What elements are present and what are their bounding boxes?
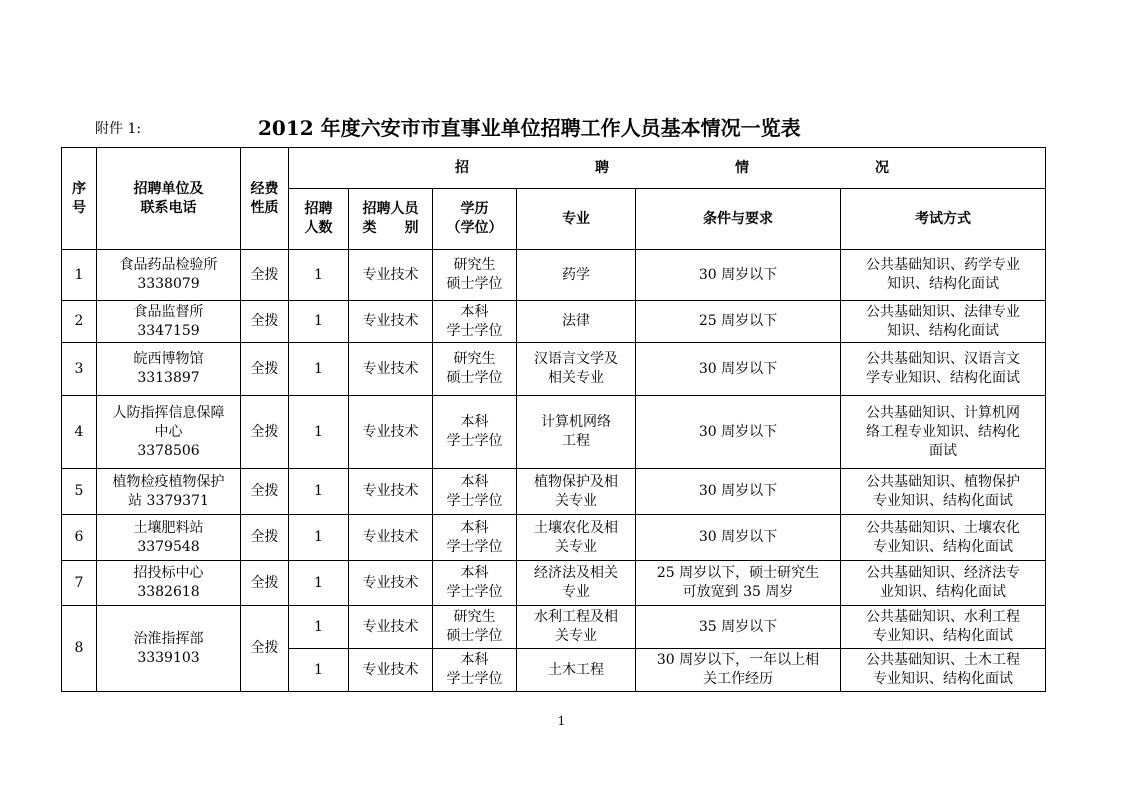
cell-education: 研究生 硕士学位 [433,606,517,649]
cell-exam: 公共基础知识、水利工程 专业知识、结构化面试 [841,606,1046,649]
cell-education: 本科 学士学位 [433,469,517,515]
cell-requirements: 35 周岁以下 [636,606,841,649]
cell-seq: 8 [62,606,97,692]
cell-category: 专业技术 [349,515,433,561]
cell-count: 1 [289,396,349,469]
table-row [62,250,1046,301]
header-funding: 经费 性质 [241,148,289,250]
cell-exam: 公共基础知识、土木工程 专业知识、结构化面试 [841,649,1046,692]
cell-count: 1 [289,649,349,692]
table-row [62,515,1046,561]
cell-seq: 4 [62,396,97,469]
cell-funding: 全拨 [241,561,289,606]
cell-requirements: 25 周岁以下 [636,301,841,343]
cell-category: 专业技术 [349,561,433,606]
header-education: 学历 （学位） [433,189,517,250]
cell-exam: 公共基础知识、药学专业 知识、结构化面试 [841,250,1046,301]
header-seq: 序 号 [62,148,97,250]
cell-education: 本科 学士学位 [433,561,517,606]
cell-exam: 公共基础知识、植物保护 专业知识、结构化面试 [841,469,1046,515]
cell-funding: 全拨 [241,469,289,515]
cell-exam: 公共基础知识、经济法专 业知识、结构化面试 [841,561,1046,606]
cell-major: 法律 [517,301,636,343]
cell-exam: 公共基础知识、土壤农化 专业知识、结构化面试 [841,515,1046,561]
cell-category: 专业技术 [349,649,433,692]
cell-seq: 1 [62,250,97,301]
cell-requirements: 30 周岁以下 [636,343,841,396]
cell-count: 1 [289,469,349,515]
cell-seq: 3 [62,343,97,396]
cell-unit: 招投标中心 3382618 [97,561,241,606]
cell-exam: 公共基础知识、法律专业 知识、结构化面试 [841,301,1046,343]
cell-unit: 人防指挥信息保障 中心 3378506 [97,396,241,469]
recruitment-table [61,147,1046,692]
header-exam: 考试方式 [841,189,1046,250]
cell-major: 土木工程 [517,649,636,692]
cell-major: 植物保护及相 关专业 [517,469,636,515]
cell-exam: 公共基础知识、汉语言文 学专业知识、结构化面试 [841,343,1046,396]
cell-count: 1 [289,606,349,649]
cell-funding: 全拨 [241,250,289,301]
cell-unit: 皖西博物馆 3313897 [97,343,241,396]
cell-category: 专业技术 [349,343,433,396]
cell-seq: 6 [62,515,97,561]
cell-category: 专业技术 [349,606,433,649]
cell-funding: 全拨 [241,515,289,561]
cell-requirements: 25 周岁以下，硕士研究生 可放宽到 35 周岁 [636,561,841,606]
cell-unit: 治淮指挥部 3339103 [97,606,241,692]
cell-seq: 5 [62,469,97,515]
header-recruit-group: 招 聘 情 况 [289,148,1046,189]
cell-major: 经济法及相关 专业 [517,561,636,606]
cell-unit: 食品药品检验所 3338079 [97,250,241,301]
cell-count: 1 [289,561,349,606]
cell-education: 本科 学士学位 [433,515,517,561]
cell-seq: 7 [62,561,97,606]
cell-count: 1 [289,343,349,396]
cell-category: 专业技术 [349,301,433,343]
table-row [62,606,1046,649]
table-row [62,561,1046,606]
cell-unit: 食品监督所 3347159 [97,301,241,343]
cell-funding: 全拨 [241,396,289,469]
cell-education: 研究生 硕士学位 [433,343,517,396]
header-requirements: 条件与要求 [636,189,841,250]
cell-seq: 2 [62,301,97,343]
cell-unit: 土壤肥料站 3379548 [97,515,241,561]
cell-funding: 全拨 [241,343,289,396]
cell-funding: 全拨 [241,301,289,343]
page-number: 1 [557,714,566,728]
cell-major: 水利工程及相 关专业 [517,606,636,649]
cell-count: 1 [289,250,349,301]
cell-unit: 植物检疫植物保护 站 3379371 [97,469,241,515]
table-row [62,301,1046,343]
cell-education: 本科 学士学位 [433,649,517,692]
cell-major: 土壤农化及相 关专业 [517,515,636,561]
cell-major: 药学 [517,250,636,301]
header-unit: 招聘单位及 联系电话 [97,148,241,250]
cell-education: 本科 学士学位 [433,301,517,343]
header-category: 招聘人员 类 别 [349,189,433,250]
cell-category: 专业技术 [349,469,433,515]
cell-major: 汉语言文学及 相关专业 [517,343,636,396]
cell-major: 计算机网络 工程 [517,396,636,469]
cell-education: 本科 学士学位 [433,396,517,469]
cell-count: 1 [289,515,349,561]
cell-requirements: 30 周岁以下，一年以上相 关工作经历 [636,649,841,692]
cell-requirements: 30 周岁以下 [636,250,841,301]
attachment-label: 附件 1: [95,121,142,137]
cell-category: 专业技术 [349,250,433,301]
table-row [62,343,1046,396]
cell-requirements: 30 周岁以下 [636,469,841,515]
page-title: 2012 年度六安市市直事业单位招聘工作人员基本情况一览表 [258,116,801,140]
cell-exam: 公共基础知识、计算机网 络工程专业知识、结构化 面试 [841,396,1046,469]
table-row [62,396,1046,469]
table-row [62,469,1046,515]
cell-category: 专业技术 [349,396,433,469]
cell-requirements: 30 周岁以下 [636,515,841,561]
cell-requirements: 30 周岁以下 [636,396,841,469]
cell-education: 研究生 硕士学位 [433,250,517,301]
cell-funding: 全拨 [241,606,289,692]
header-major: 专业 [517,189,636,250]
cell-count: 1 [289,301,349,343]
header-count: 招聘 人数 [289,189,349,250]
